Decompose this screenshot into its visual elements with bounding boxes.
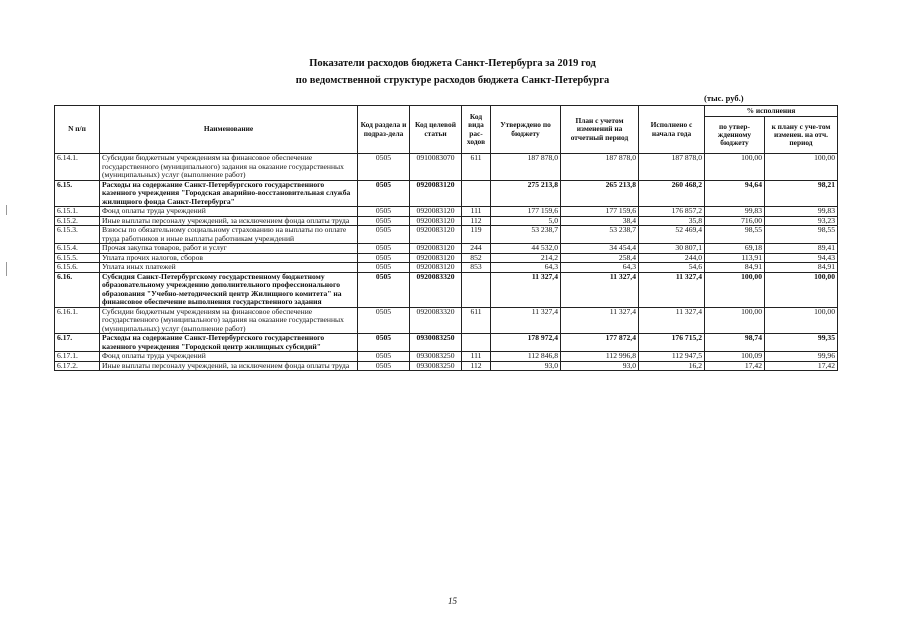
table-row [55,334,838,352]
cell-plan: 34 454,4 [561,244,639,254]
cell-executed: 176 857,2 [639,207,705,217]
cell-pct-plan: 100,00 [765,154,838,181]
page-number: 15 [448,596,457,606]
cell-pct-plan: 89,41 [765,244,838,254]
cell-approved: 64,3 [491,263,561,273]
cell-razdel: 0505 [358,307,410,334]
table-row [55,244,838,254]
cell-target: 0920083120 [410,180,462,207]
cell-plan: 187 878,0 [561,154,639,181]
cell-plan: 53 238,7 [561,226,639,244]
cell-vid: 611 [462,307,491,334]
cell-executed: 260 468,2 [639,180,705,207]
header-razdel: Код раздела и подраз-дела [358,106,410,154]
cell-pct-plan: 98,55 [765,226,838,244]
table-row [55,263,838,273]
cell-pct-budget: 100,00 [705,272,765,307]
cell-target: 0930083250 [410,361,462,371]
cell-vid: 119 [462,226,491,244]
cell-name: Взносы по обязательному социальному страхованию на выплаты по оплате труда работников и иные выплаты работникам учреждений [100,226,358,244]
cell-pct-budget: 69,18 [705,244,765,254]
table-row [55,352,838,362]
cell-pct-budget: 99,83 [705,207,765,217]
cell-pct-plan: 100,00 [765,307,838,334]
cell-razdel: 0505 [358,253,410,263]
cell-pct-budget: 100,09 [705,352,765,362]
header-num: N п/п [55,106,100,154]
cell-name: Фонд оплаты труда учреждений [100,207,358,217]
cell-num: 6.17.1. [55,352,100,362]
cell-approved: 275 213,8 [491,180,561,207]
table-row [55,272,838,307]
cell-razdel: 0505 [358,154,410,181]
cell-razdel: 0505 [358,244,410,254]
cell-name: Фонд оплаты труда учреждений [100,352,358,362]
cell-num: 6.15.2. [55,216,100,226]
cell-vid: 112 [462,361,491,371]
cell-approved: 11 327,4 [491,307,561,334]
cell-target: 0930083250 [410,352,462,362]
cell-num: 6.14.1. [55,154,100,181]
cell-pct-budget: 98,74 [705,334,765,352]
cell-num: 6.16.1. [55,307,100,334]
header-executed: Исполнено с начала года [639,106,705,154]
table-row [55,207,838,217]
cell-razdel: 0505 [358,226,410,244]
header-pct-group: % исполнения [705,106,838,117]
cell-razdel: 0505 [358,263,410,273]
header-name: Наименование [100,106,358,154]
cell-num: 6.17.2. [55,361,100,371]
cell-name: Уплата прочих налогов, сборов [100,253,358,263]
cell-vid [462,272,491,307]
cell-vid: 611 [462,154,491,181]
cell-plan: 11 327,4 [561,307,639,334]
cell-pct-plan: 17,42 [765,361,838,371]
cell-name: Уплата иных платежей [100,263,358,273]
cell-name: Расходы на содержание Санкт-Петербургского государственного казенного учреждения "Городская аварийно-восстановительная служба жилищного фонда Санкт-Петербурга" [100,180,358,207]
table-row [55,307,838,334]
cell-pct-budget: 84,91 [705,263,765,273]
table-row [55,180,838,207]
cell-executed: 11 327,4 [639,307,705,334]
cell-razdel: 0505 [358,352,410,362]
cell-target: 0920083320 [410,272,462,307]
header-pct-plan: к плану с уче-том изменен. на отч. период [765,117,838,154]
cell-plan: 112 996,8 [561,352,639,362]
cell-executed: 52 469,4 [639,226,705,244]
cell-approved: 93,0 [491,361,561,371]
cell-pct-budget: 98,55 [705,226,765,244]
table-body [55,154,838,371]
cell-approved: 53 238,7 [491,226,561,244]
cell-approved: 112 846,8 [491,352,561,362]
table-row [55,253,838,263]
cell-vid: 244 [462,244,491,254]
cell-name: Субсидия Санкт-Петербургскому государственному бюджетному образовательному учреждению дополнительного профессионального образования "Учебно-методический центр Жилищного комитета" на финансовое обеспечение выполнения государственного задания [100,272,358,307]
cell-name: Субсидии бюджетным учреждениям на финансовое обеспечение государственного (муниципального) задания на оказание государственных (муниципальных) услуг (выполнение работ) [100,307,358,334]
cell-pct-budget: 100,00 [705,307,765,334]
cell-pct-plan: 94,43 [765,253,838,263]
cell-target: 0920083320 [410,307,462,334]
cell-vid: 112 [462,216,491,226]
cell-plan: 258,4 [561,253,639,263]
cell-plan: 11 327,4 [561,272,639,307]
cell-pct-plan: 99,83 [765,207,838,217]
cell-target: 0920083120 [410,253,462,263]
cell-vid: 852 [462,253,491,263]
cell-target: 0920083120 [410,216,462,226]
cell-num: 6.15. [55,180,100,207]
header-pct-budget: по утвер-жденному бюджету [705,117,765,154]
cell-razdel: 0505 [358,216,410,226]
cell-pct-plan: 99,35 [765,334,838,352]
cell-executed: 30 807,1 [639,244,705,254]
report-subtitle: по ведомственной структуре расходов бюджета Санкт-Петербурга [295,75,610,86]
cell-executed: 35,8 [639,216,705,226]
cell-executed: 244,0 [639,253,705,263]
cell-executed: 11 327,4 [639,272,705,307]
cell-approved: 11 327,4 [491,272,561,307]
cell-num: 6.15.3. [55,226,100,244]
cell-target: 0920083120 [410,226,462,244]
cell-vid: 111 [462,352,491,362]
cell-executed: 16,2 [639,361,705,371]
cell-pct-plan: 99,96 [765,352,838,362]
cell-razdel: 0505 [358,334,410,352]
cell-plan: 64,3 [561,263,639,273]
cell-pct-budget: 17,42 [705,361,765,371]
table-row [55,154,838,181]
cell-name: Расходы на содержание Санкт-Петербургского государственного казенного учреждения "Городской центр жилищных субсидий" [100,334,358,352]
cell-pct-plan: 93,23 [765,216,838,226]
cell-num: 6.15.1. [55,207,100,217]
cell-approved: 178 972,4 [491,334,561,352]
cell-razdel: 0505 [358,272,410,307]
cell-name: Иные выплаты персоналу учреждений, за исключением фонда оплаты труда [100,361,358,371]
cell-target: 0910083070 [410,154,462,181]
units-label: (тыс. руб.) [704,93,744,103]
cell-pct-budget: 100,00 [705,154,765,181]
cell-razdel: 0505 [358,207,410,217]
cell-plan: 38,4 [561,216,639,226]
cell-num: 6.16. [55,272,100,307]
cell-razdel: 0505 [358,361,410,371]
cell-approved: 5,0 [491,216,561,226]
cell-executed: 187 878,0 [639,154,705,181]
cell-executed: 54,6 [639,263,705,273]
cell-pct-budget: 716,00 [705,216,765,226]
cell-pct-budget: 113,91 [705,253,765,263]
header-approved: Утверждено по бюджету [491,106,561,154]
cell-num: 6.15.6. [55,263,100,273]
cell-approved: 44 532,0 [491,244,561,254]
cell-vid: 111 [462,207,491,217]
cell-pct-plan: 98,21 [765,180,838,207]
report-title: Показатели расходов бюджета Санкт-Петербурга за 2019 год [309,58,596,69]
cell-name: Иные выплаты персоналу учреждений, за исключением фонда оплаты труда [100,216,358,226]
cell-num: 6.15.5. [55,253,100,263]
cell-pct-budget: 94,64 [705,180,765,207]
cell-approved: 187 878,0 [491,154,561,181]
cell-approved: 177 159,6 [491,207,561,217]
header-plan: План с учетом изменений на отчетный период [561,106,639,154]
cell-name: Прочая закупка товаров, работ и услуг [100,244,358,254]
cell-razdel: 0505 [358,180,410,207]
cell-plan: 265 213,8 [561,180,639,207]
cell-num: 6.15.4. [55,244,100,254]
cell-plan: 177 872,4 [561,334,639,352]
cell-pct-plan: 100,00 [765,272,838,307]
cell-vid [462,334,491,352]
cell-num: 6.17. [55,334,100,352]
cell-name: Субсидии бюджетным учреждениям на финансовое обеспечение государственного (муниципального) задания на оказание государственных (муниципальных) услуг (выполнение работ) [100,154,358,181]
margin-mark [6,262,7,276]
cell-plan: 93,0 [561,361,639,371]
cell-pct-plan: 84,91 [765,263,838,273]
table-row [55,216,838,226]
margin-mark [6,205,7,215]
cell-vid [462,180,491,207]
header-vid: Код вида рас-ходов [462,106,491,154]
cell-approved: 214,2 [491,253,561,263]
cell-target: 0920083120 [410,263,462,273]
table-row [55,361,838,371]
cell-target: 0920083120 [410,244,462,254]
table-row [55,226,838,244]
header-target: Код целевой статьи [410,106,462,154]
cell-executed: 112 947,5 [639,352,705,362]
cell-vid: 853 [462,263,491,273]
cell-plan: 177 159,6 [561,207,639,217]
cell-target: 0930083250 [410,334,462,352]
cell-executed: 176 715,2 [639,334,705,352]
budget-table [54,105,838,371]
cell-target: 0920083120 [410,207,462,217]
